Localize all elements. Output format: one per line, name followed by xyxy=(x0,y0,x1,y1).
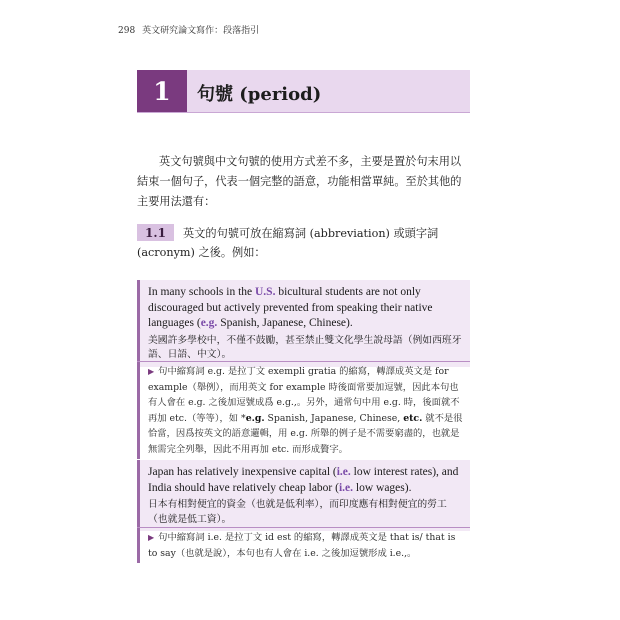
abbr-highlight: i.e. xyxy=(336,466,351,478)
running-header xyxy=(118,23,259,36)
example-box-2 xyxy=(137,460,470,531)
subsection-number: 1.1 xyxy=(137,224,174,241)
page-number: 298 xyxy=(118,26,136,36)
abbr-highlight: U.S. xyxy=(255,286,276,298)
note-1: ▶ 句中縮寫詞 e.g. 是拉丁文 exempli gratia 的縮寫，轉譯成英文是 for example（舉例），而用英文 for example 時後面常要加逗號，因此本句也有人會在 e.g. 之後加逗號成爲 e.g.,。另外，通常句中用 e.g. 時，後面就不再加 etc.（等等），如 *e.g. Spanish, Japanese, Chinese, etc. 就不是很恰當，因爲按英文的語意邏輯，用 e.g. 所舉的例子是不需要窮盡的，也就是無需完全列舉，因此不用再加 etc. 而形成贅字。 xyxy=(137,362,470,459)
section-number: 1 xyxy=(137,70,187,112)
abbr-highlight: i.e. xyxy=(338,481,354,494)
subsection-paragraph xyxy=(137,224,470,262)
intro-paragraph xyxy=(137,152,470,212)
abbr-highlight: e.g. xyxy=(200,317,218,329)
subsection-text: 英文的句號可放在縮寫詞 (abbreviation) 或頭字詞 (acronym) 之後。例如： xyxy=(137,227,439,259)
example-2-chinese: 日本有相對便宜的資金（也就是低利率），而印度應有相對便宜的勞工（也就是低工資）。 xyxy=(148,499,447,525)
triangle-marker-icon: ▶ xyxy=(148,533,155,542)
note-2: ▶ 句中縮寫詞 i.e. 是拉丁文 id est 的縮寫，轉譯成英文是 that is/ that is to say（也就是說），本句也有人會在 i.e. 之後加逗號形成 i.e.,。 xyxy=(137,528,470,563)
intro-text: 英文句號與中文句號的使用方式差不多，主要是置於句末用以結束一個句子，代表一個完整的語意，功能相當單純。至於其他的主要用法還有： xyxy=(137,155,462,208)
example-box-1 xyxy=(137,280,470,367)
section-title: 句號 (period) xyxy=(197,84,322,105)
book-title: 英文研究論文寫作：段落指引 xyxy=(142,26,260,36)
example-1-chinese: 美國許多學校中，不僅不鼓勵，甚至禁止雙文化學生說母語（例如西班牙語、日語、中文）。 xyxy=(148,334,462,360)
example-2-english: Japan has relatively inexpensive capital (i.e. low interest rates), and India should have relatively cheap labor (i.e. low wages). xyxy=(148,466,459,494)
example-1-english: In many schools in the U.S. bicultural students are not only discouraged but actively prevented from speaking their native languages (e.g. Spanish, Japanese, Chinese). xyxy=(148,286,433,329)
triangle-marker-icon: ▶ xyxy=(148,367,155,376)
